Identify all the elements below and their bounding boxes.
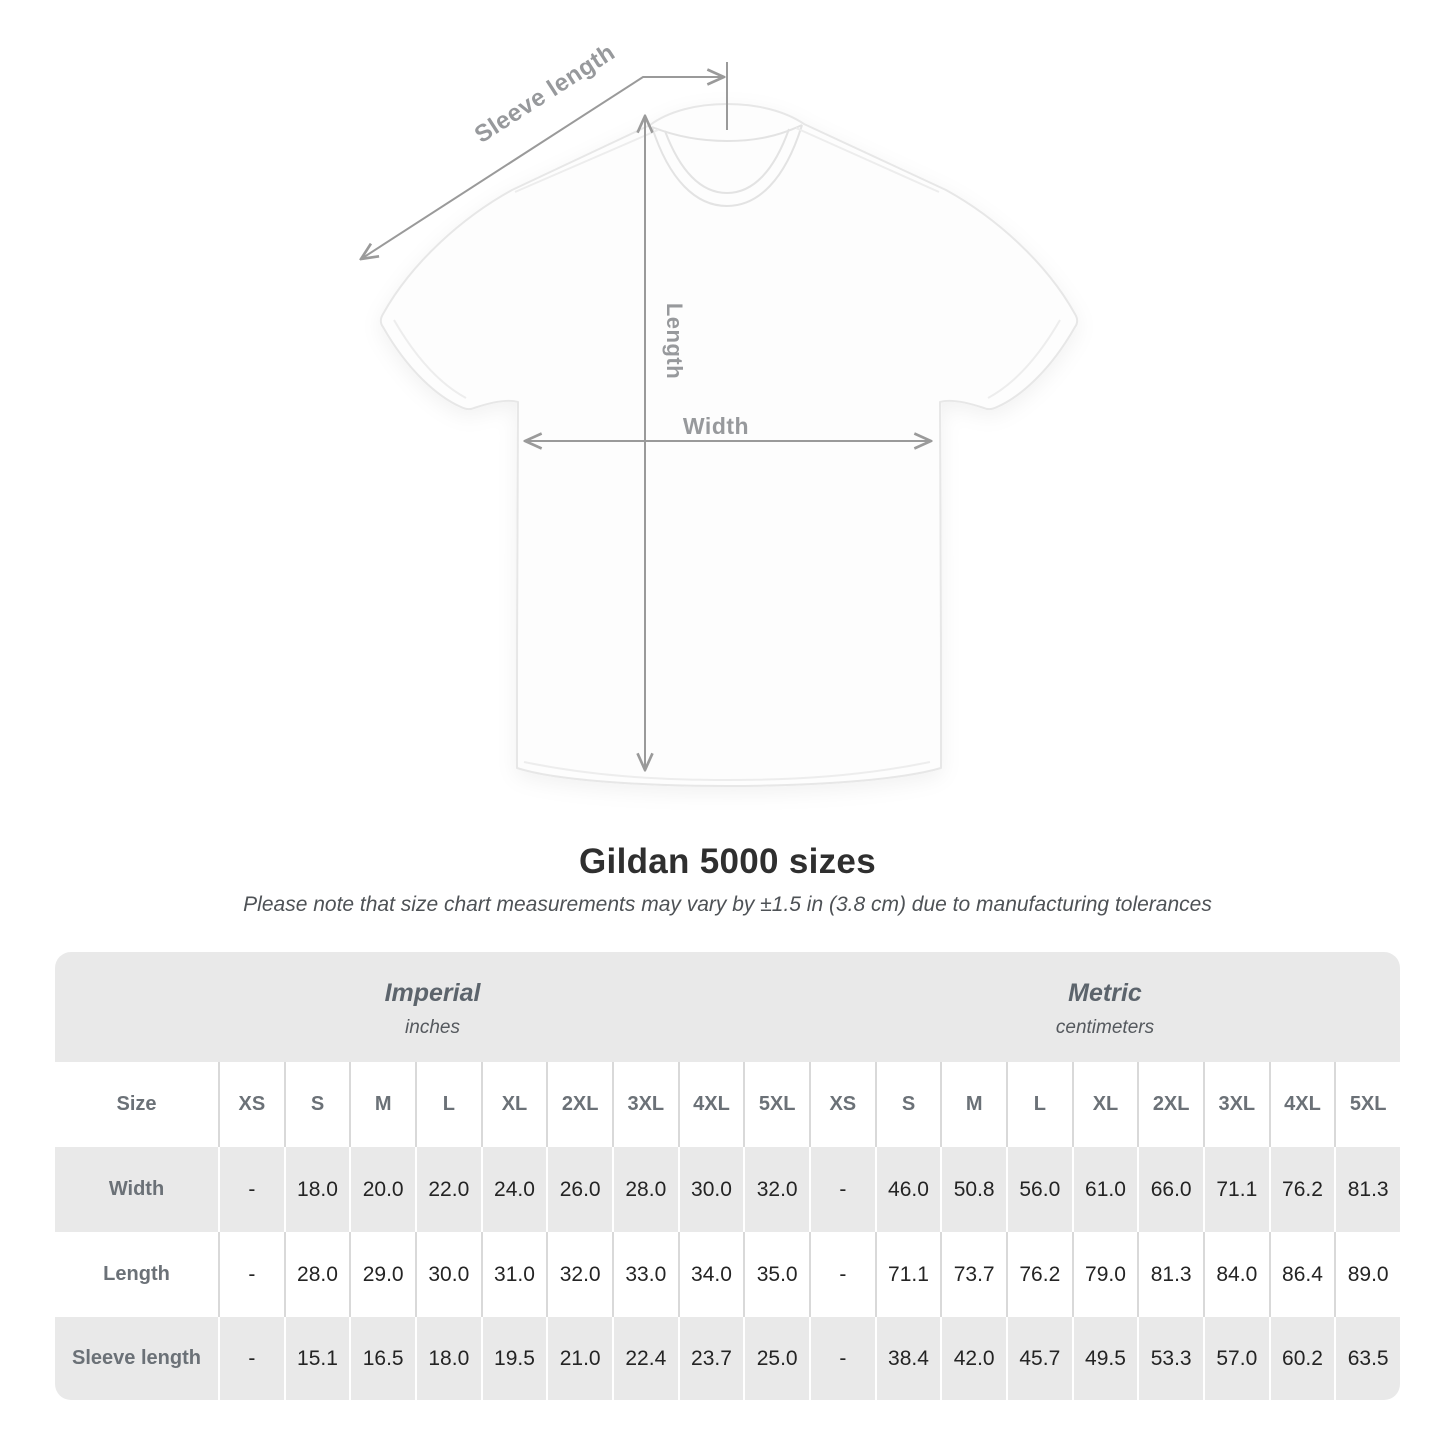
value-cell: 86.4 <box>1269 1232 1335 1317</box>
value-cell: 23.7 <box>678 1317 744 1400</box>
page-title: Gildan 5000 sizes <box>579 842 876 881</box>
value-cell: 25.0 <box>743 1317 809 1400</box>
row-label-width: Width <box>108 1178 165 1200</box>
size-column-header: Size <box>116 1093 157 1115</box>
value-cell: 71.1 <box>1203 1147 1269 1232</box>
value-cell: 22.0 <box>415 1147 481 1232</box>
value-cell: - <box>218 1317 284 1400</box>
metric-label: Metric <box>1068 979 1142 1007</box>
value-cell: 35.0 <box>743 1232 809 1317</box>
data-row-width <box>55 1147 1400 1232</box>
value-cell: 63.5 <box>1334 1317 1400 1400</box>
value-cell: 38.4 <box>875 1317 941 1400</box>
value-cell: 34.0 <box>678 1232 744 1317</box>
row-label-sleeve-length: Sleeve length <box>72 1347 201 1369</box>
size-header-cell: 2XL <box>546 1062 612 1147</box>
value-cell: 30.0 <box>415 1232 481 1317</box>
value-cell: 61.0 <box>1072 1147 1138 1232</box>
row-label-length: Length <box>103 1263 170 1285</box>
value-cell: 49.5 <box>1072 1317 1138 1400</box>
value-cell: 18.0 <box>415 1317 481 1400</box>
value-cell: - <box>809 1147 875 1232</box>
size-header-cell: XS <box>218 1062 284 1147</box>
value-cell: 32.0 <box>546 1232 612 1317</box>
data-row-length <box>55 1232 1400 1317</box>
size-header-cell: M <box>349 1062 415 1147</box>
value-cell: 66.0 <box>1137 1147 1203 1232</box>
size-table <box>55 952 1400 1400</box>
value-cell: 21.0 <box>546 1317 612 1400</box>
caption <box>55 842 1400 917</box>
size-header-cell: L <box>415 1062 481 1147</box>
value-cell: 32.0 <box>743 1147 809 1232</box>
value-cell: 22.4 <box>612 1317 678 1400</box>
size-header-cell: 5XL <box>1334 1062 1400 1147</box>
value-cell: 26.0 <box>546 1147 612 1232</box>
value-cell: - <box>809 1317 875 1400</box>
value-cell: 20.0 <box>349 1147 415 1232</box>
size-header-cell: L <box>1006 1062 1072 1147</box>
value-cell: 60.2 <box>1269 1317 1335 1400</box>
size-header-cell: 3XL <box>1203 1062 1269 1147</box>
value-cell: 84.0 <box>1203 1232 1269 1317</box>
value-cell: 81.3 <box>1137 1232 1203 1317</box>
value-cell: 19.5 <box>481 1317 547 1400</box>
size-header-cell: XL <box>1072 1062 1138 1147</box>
size-header-cell: 5XL <box>743 1062 809 1147</box>
value-cell: 57.0 <box>1203 1317 1269 1400</box>
metric-unit: centimeters <box>1055 1017 1155 1038</box>
size-header-cell: S <box>284 1062 350 1147</box>
size-header-cell: 2XL <box>1137 1062 1203 1147</box>
value-cell: - <box>218 1147 284 1232</box>
value-cell: 76.2 <box>1006 1232 1072 1317</box>
size-header-cell: 4XL <box>1269 1062 1335 1147</box>
sleeve-length-label: Sleeve length <box>469 38 621 149</box>
value-cell: 53.3 <box>1137 1317 1203 1400</box>
value-cell: 56.0 <box>1006 1147 1072 1232</box>
value-cell: 15.1 <box>284 1317 350 1400</box>
value-cell: - <box>809 1232 875 1317</box>
value-cell: 33.0 <box>612 1232 678 1317</box>
imperial-label: Imperial <box>384 979 481 1007</box>
value-cell: 24.0 <box>481 1147 547 1232</box>
length-label: Length <box>662 302 687 380</box>
value-cell: 29.0 <box>349 1232 415 1317</box>
value-cell: 42.0 <box>940 1317 1006 1400</box>
unit-band <box>55 952 1400 1062</box>
tshirt-illustration <box>381 104 1078 786</box>
value-cell: 28.0 <box>284 1232 350 1317</box>
value-cell: 16.5 <box>349 1317 415 1400</box>
metric-section-header <box>810 952 1400 1062</box>
value-cell: 79.0 <box>1072 1232 1138 1317</box>
value-cell: 73.7 <box>940 1232 1006 1317</box>
imperial-section-header <box>55 952 810 1062</box>
value-cell: - <box>218 1232 284 1317</box>
page-subtitle: Please note that size chart measurements may vary by ±1.5 in (3.8 cm) due to manufacturing tolerances <box>243 893 1212 916</box>
value-cell: 71.1 <box>875 1232 941 1317</box>
value-cell: 30.0 <box>678 1147 744 1232</box>
value-cell: 31.0 <box>481 1232 547 1317</box>
size-header-cell: 3XL <box>612 1062 678 1147</box>
value-cell: 89.0 <box>1334 1232 1400 1317</box>
value-cell: 18.0 <box>284 1147 350 1232</box>
value-cell: 50.8 <box>940 1147 1006 1232</box>
data-row-sleeve-length <box>55 1317 1400 1400</box>
size-header-row <box>55 1062 1400 1147</box>
value-cell: 76.2 <box>1269 1147 1335 1232</box>
width-label: Width <box>682 413 750 439</box>
size-header-cell: S <box>875 1062 941 1147</box>
size-header-cell: XL <box>481 1062 547 1147</box>
value-cell: 46.0 <box>875 1147 941 1232</box>
imperial-unit: inches <box>405 1017 460 1038</box>
size-header-cell: 4XL <box>678 1062 744 1147</box>
value-cell: 45.7 <box>1006 1317 1072 1400</box>
value-cell: 81.3 <box>1334 1147 1400 1232</box>
size-header-cell: XS <box>809 1062 875 1147</box>
size-header-cell: M <box>940 1062 1006 1147</box>
value-cell: 28.0 <box>612 1147 678 1232</box>
